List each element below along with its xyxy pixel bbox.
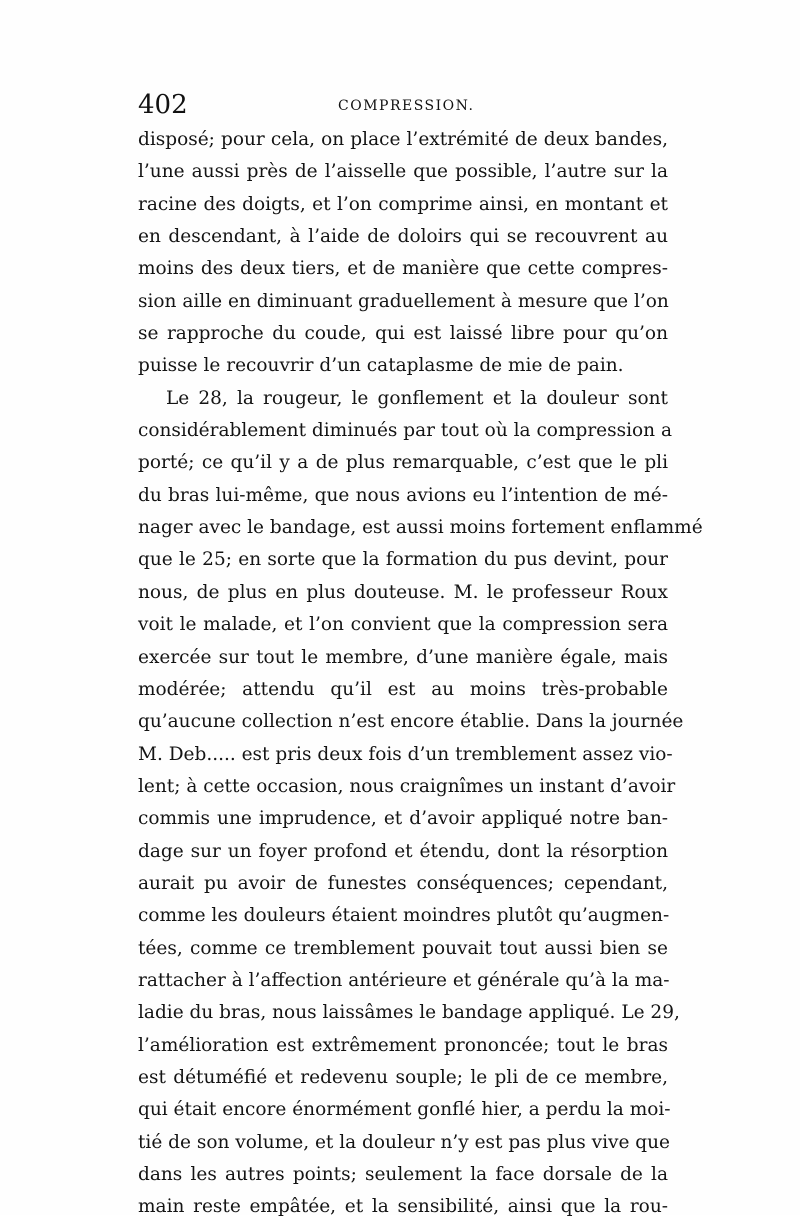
text-line: exercée sur tout le membre, d’une manière égale, mais (138, 646, 668, 668)
text-line: modérée; attendu qu’il est au moins très-probable (138, 678, 668, 700)
text-line: moins des deux tiers, et de manière que cette compres- (138, 258, 668, 280)
text-line: porté; ce qu’il y a de plus remarquable, c’est que le pli (138, 452, 668, 474)
text-line: se rapproche du coude, qui est laissé libre pour qu’on (138, 323, 668, 345)
text-line: que le 25; en sorte que la formation du pus devint, pour (138, 549, 668, 571)
text-line: l’une aussi près de l’aisselle que possible, l’autre sur la (138, 161, 668, 183)
text-line: ladie du bras, nous laissâmes le bandage appliqué. Le 29, (138, 1002, 680, 1024)
text-line: comme les douleurs étaient moindres plutôt qu’augmen- (138, 905, 670, 927)
text-line: main reste empâtée, et la sensibilité, ainsi que la rou- (138, 1196, 668, 1218)
page-number: 402 (138, 90, 188, 120)
text-line: voit le malade, et l’on convient que la compression sera (138, 614, 668, 636)
text-line: tié de son volume, et la douleur n’y est pas plus vive que (138, 1131, 670, 1153)
body-text (138, 124, 703, 1224)
page-header (138, 90, 668, 120)
text-line: dans les autres points; seulement la face dorsale de la (138, 1164, 668, 1185)
text-line: considérablement diminués par tout où la compression a (138, 420, 672, 442)
text-line: l’amélioration est extrêmement prononcée; tout le bras (138, 1034, 668, 1056)
text-line: sion aille en diminuant graduellement à mesure que l’on (138, 290, 669, 312)
text-line: rattacher à l’affection antérieure et générale qu’à la ma- (138, 969, 670, 991)
text-line: nous, de plus en plus douteuse. M. le professeur Roux (138, 581, 668, 603)
text-line: qui était encore énormément gonflé hier, a perdu la moi- (138, 1099, 671, 1121)
running-head: COMPRESSION. (338, 98, 475, 114)
text-line: puisse le recouvrir d’un cataplasme de mie de pain. (138, 355, 624, 377)
text-line: commis une imprudence, et d’avoir appliqué notre ban- (138, 808, 668, 830)
text-line: du bras lui-même, que nous avions eu l’intention de mé- (138, 484, 668, 506)
text-line: dage sur un foyer profond et étendu, dont la résorption (138, 840, 668, 862)
text-line: racine des doigts, et l’on comprime ainsi, en montant et (138, 193, 668, 215)
text-line: aurait pu avoir de funestes conséquences; cependant, (138, 872, 668, 894)
text-line: en descendant, à l’aide de doloirs qui se recouvrent au (138, 226, 668, 248)
text-line: qu’aucune collection n’est encore établie. Dans la journée (138, 711, 684, 733)
text-line: lent; à cette occasion, nous craignîmes un instant d’avoir (138, 775, 676, 797)
text-line: nager avec le bandage, est aussi moins fortement enflammé (138, 517, 703, 539)
text-line: tées, comme ce tremblement pouvait tout aussi bien se (138, 937, 668, 959)
paragraph-start-line: Le 28, la rougeur, le gonflement et la douleur sont (166, 387, 668, 409)
text-line: M. Deb..... est pris deux fois d’un tremblement assez vio- (138, 743, 673, 765)
text-line: est détuméfié et redevenu souple; le pli de ce membre, (138, 1066, 668, 1088)
text-line: disposé; pour cela, on place l’extrémité de deux bandes, (138, 129, 668, 150)
